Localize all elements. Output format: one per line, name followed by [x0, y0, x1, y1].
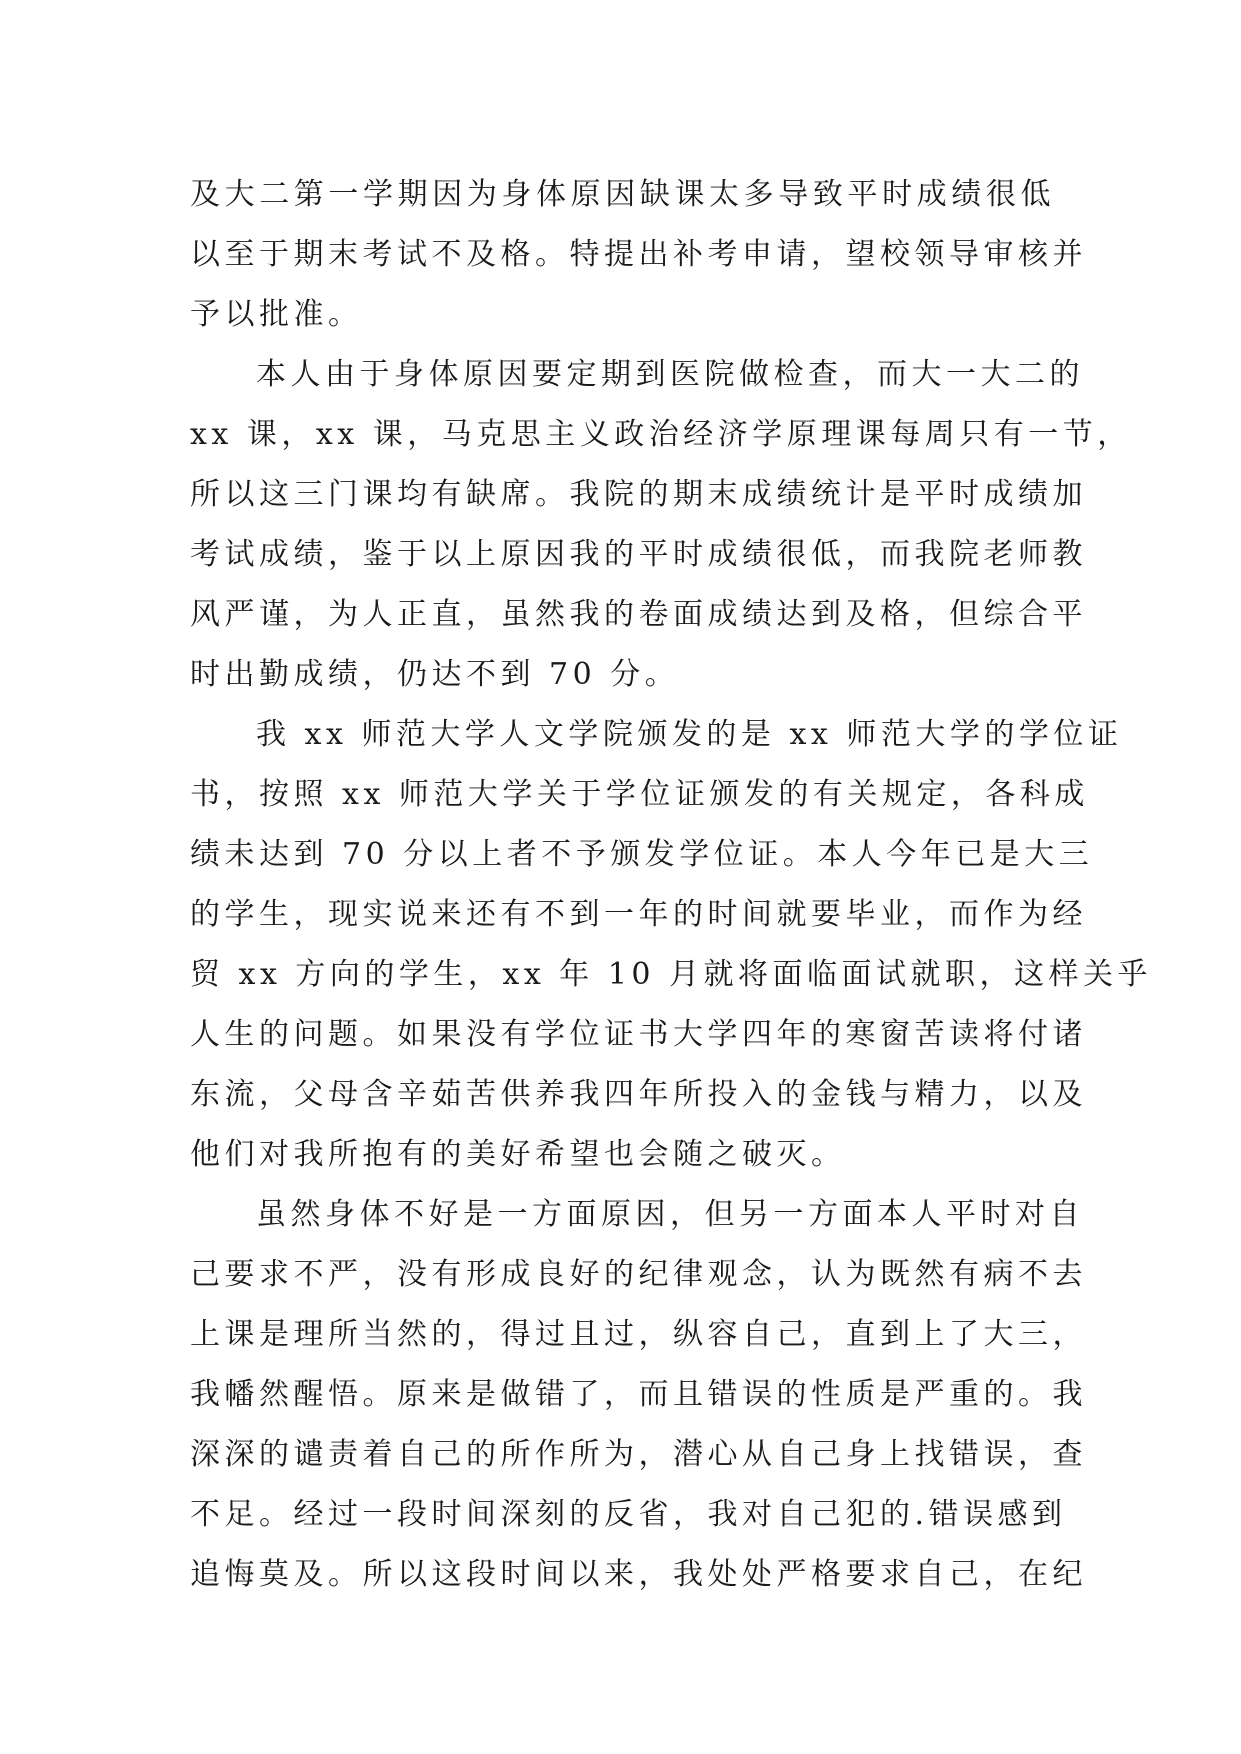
text-line: 我 xx 师范大学人文学院颁发的是 xx 师范大学的学位证: [256, 717, 1123, 752]
text-line: 时出勤成绩，仍达不到 70 分。: [190, 657, 680, 692]
text-line: 上课是理所当然的，得过且过，纵容自己，直到上了大三，: [190, 1317, 1087, 1352]
text-line: 的学生，现实说来还有不到一年的时间就要毕业，而作为经: [190, 897, 1087, 932]
text-line: 我幡然醒悟。原来是做错了，而且错误的性质是严重的。我: [190, 1377, 1087, 1412]
text-line: 己要求不严，没有形成良好的纪律观念，认为既然有病不去: [190, 1257, 1087, 1292]
text-line: 绩未达到 70 分以上者不予颁发学位证。本人今年已是大三: [190, 837, 1094, 872]
text-line: 人生的问题。如果没有学位证书大学四年的寒窗苦读将付诸: [190, 1017, 1087, 1052]
text-line: 以至于期末考试不及格。特提出补考申请，望校领导审核并: [190, 237, 1087, 272]
text-line: 本人由于身体原因要定期到医院做检查，而大一大二的: [256, 357, 1084, 392]
text-line: 书，按照 xx 师范大学关于学位证颁发的有关规定，各科成: [190, 777, 1089, 812]
text-line: 考试成绩，鉴于以上原因我的平时成绩很低，而我院老师教: [190, 537, 1087, 572]
text-line: xx 课，xx 课，马克思主义政治经济学原理课每周只有一节，: [190, 417, 1132, 452]
text-line: 东流，父母含辛茹苦供养我四年所投入的金钱与精力，以及: [190, 1077, 1087, 1112]
text-line: 所以这三门课均有缺席。我院的期末成绩统计是平时成绩加: [190, 477, 1087, 512]
text-line: 予以批准。: [190, 297, 363, 332]
text-line: 他们对我所抱有的美好希望也会随之破灭。: [190, 1137, 846, 1172]
text-line: 贸 xx 方向的学生，xx 年 10 月就将面临面试就职，这样关乎: [190, 957, 1153, 992]
text-line: 追悔莫及。所以这段时间以来，我处处严格要求自己，在纪: [190, 1557, 1087, 1592]
document-body: [190, 165, 1153, 1605]
text-line: 不足。经过一段时间深刻的反省，我对自己犯的.错误感到: [190, 1497, 1067, 1532]
text-line: 风严谨，为人正直，虽然我的卷面成绩达到及格，但综合平: [190, 597, 1087, 632]
text-line: 虽然身体不好是一方面原因，但另一方面本人平时对自: [256, 1197, 1084, 1232]
text-line: 及大二第一学期因为身体原因缺课太多导致平时成绩很低: [190, 177, 1055, 212]
text-line: 深深的谴责着自己的所作所为，潜心从自己身上找错误，查: [190, 1437, 1087, 1472]
